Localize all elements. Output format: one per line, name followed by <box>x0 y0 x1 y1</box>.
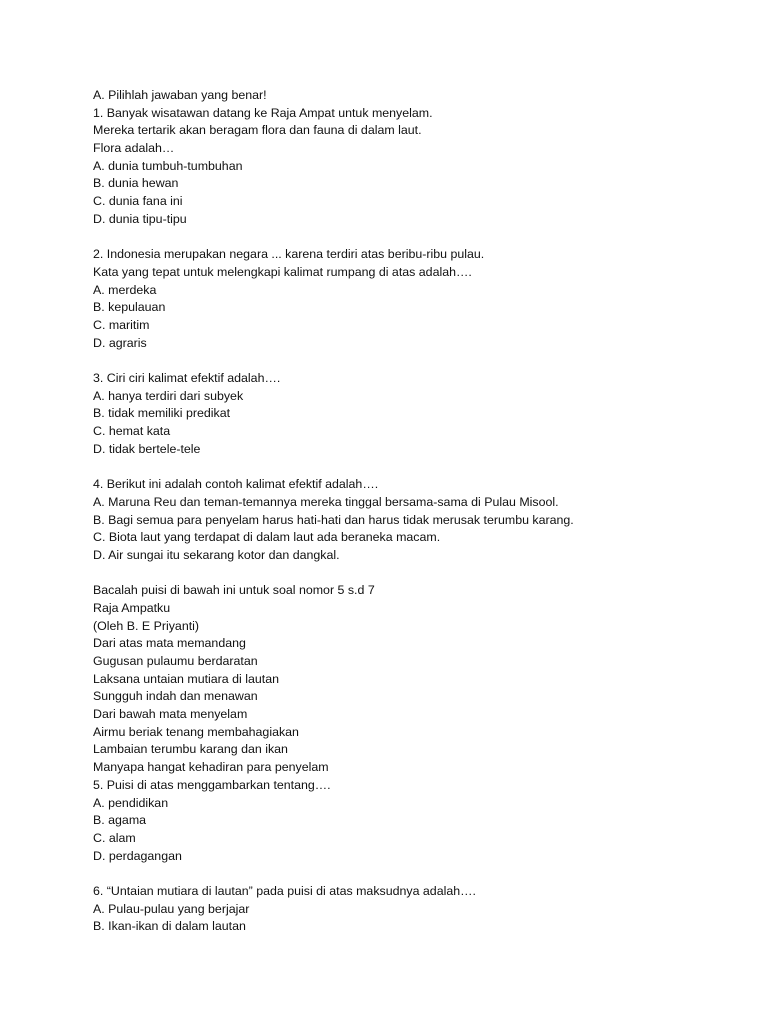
question-block <box>93 370 753 458</box>
text-line: Raja Ampatku <box>93 600 171 615</box>
text-line: 5. Puisi di atas menggambarkan tentang…. <box>93 777 331 792</box>
text-line: B. kepulauan <box>93 300 166 315</box>
text-line: B. Ikan-ikan di dalam lautan <box>93 919 246 934</box>
text-line: 4. Berikut ini adalah contoh kalimat efektif adalah…. <box>93 477 379 492</box>
text-line: Manyapa hangat kehadiran para penyelam <box>93 760 329 775</box>
text-line: Gugusan pulaumu berdaratan <box>93 654 258 668</box>
question-block <box>93 476 753 564</box>
text-line: D. tidak bertele-tele <box>93 441 201 456</box>
blank-line <box>93 229 753 247</box>
text-line: C. maritim <box>93 317 150 332</box>
text-line: D. agraris <box>93 335 147 350</box>
text-line: D. Air sungai itu sekarang kotor dan dangkal. <box>93 547 340 562</box>
text-line: (Oleh B. E Priyanti) <box>93 618 200 633</box>
text-line: A. dunia tumbuh-tumbuhan <box>93 158 243 173</box>
text-line: Laksana untaian mutiara di lautan <box>93 671 279 686</box>
text-line: Flora adalah… <box>93 141 175 156</box>
text-line: 3. Ciri ciri kalimat efektif adalah…. <box>93 371 281 385</box>
text-line: A. Pilihlah jawaban yang benar! <box>93 88 267 102</box>
text-line: Dari bawah mata menyelam <box>93 707 248 722</box>
text-line: B. agama <box>93 813 147 828</box>
text-line: A. pendidikan <box>93 795 169 810</box>
document-body <box>93 87 753 936</box>
text-line: Dari atas mata memandang <box>93 636 246 651</box>
text-line: B. dunia hewan <box>93 176 179 191</box>
text-line: Kata yang tepat untuk melengkapi kalimat rumpang di atas adalah…. <box>93 264 472 279</box>
text-line: Lambaian terumbu karang dan ikan <box>93 742 288 757</box>
text-line: B. Bagi semua para penyelam harus hati-hati dan harus tidak merusak terumbu karang. <box>93 512 574 527</box>
question-block <box>93 582 753 865</box>
text-line: D. perdagangan <box>93 848 182 863</box>
question-block <box>93 246 753 352</box>
blank-line <box>93 458 753 476</box>
text-line: D. dunia tipu-tipu <box>93 211 187 226</box>
text-line: C. hemat kata <box>93 424 171 439</box>
blank-line <box>93 565 753 583</box>
text-line: C. Biota laut yang terdapat di dalam laut ada beraneka macam. <box>93 530 441 545</box>
text-line: Sungguh indah dan menawan <box>93 689 258 704</box>
text-line: 2. Indonesia merupakan negara ... karena terdiri atas beribu-ribu pulau. <box>93 247 485 262</box>
question-block <box>93 883 753 936</box>
question-block <box>93 87 753 229</box>
text-line: A. Pulau-pulau yang berjajar <box>93 901 250 916</box>
text-line: Mereka tertarik akan beragam flora dan fauna di dalam laut. <box>93 123 422 138</box>
text-line: 6. “Untaian mutiara di lautan” pada puisi di atas maksudnya adalah…. <box>93 883 476 898</box>
text-line: A. hanya terdiri dari subyek <box>93 388 244 403</box>
text-line: Bacalah puisi di bawah ini untuk soal nomor 5 s.d 7 <box>93 583 375 598</box>
text-line: C. dunia fana ini <box>93 194 183 209</box>
text-line: B. tidak memiliki predikat <box>93 406 231 421</box>
text-line: Airmu beriak tenang membahagiakan <box>93 724 299 739</box>
text-line: C. alam <box>93 830 136 845</box>
text-line: 1. Banyak wisatawan datang ke Raja Ampat untuk menyelam. <box>93 105 433 120</box>
text-line: A. merdeka <box>93 282 157 297</box>
blank-line <box>93 865 753 883</box>
blank-line <box>93 352 753 370</box>
text-line: A. Maruna Reu dan teman-temannya mereka tinggal bersama-sama di Pulau Misool. <box>93 494 559 509</box>
